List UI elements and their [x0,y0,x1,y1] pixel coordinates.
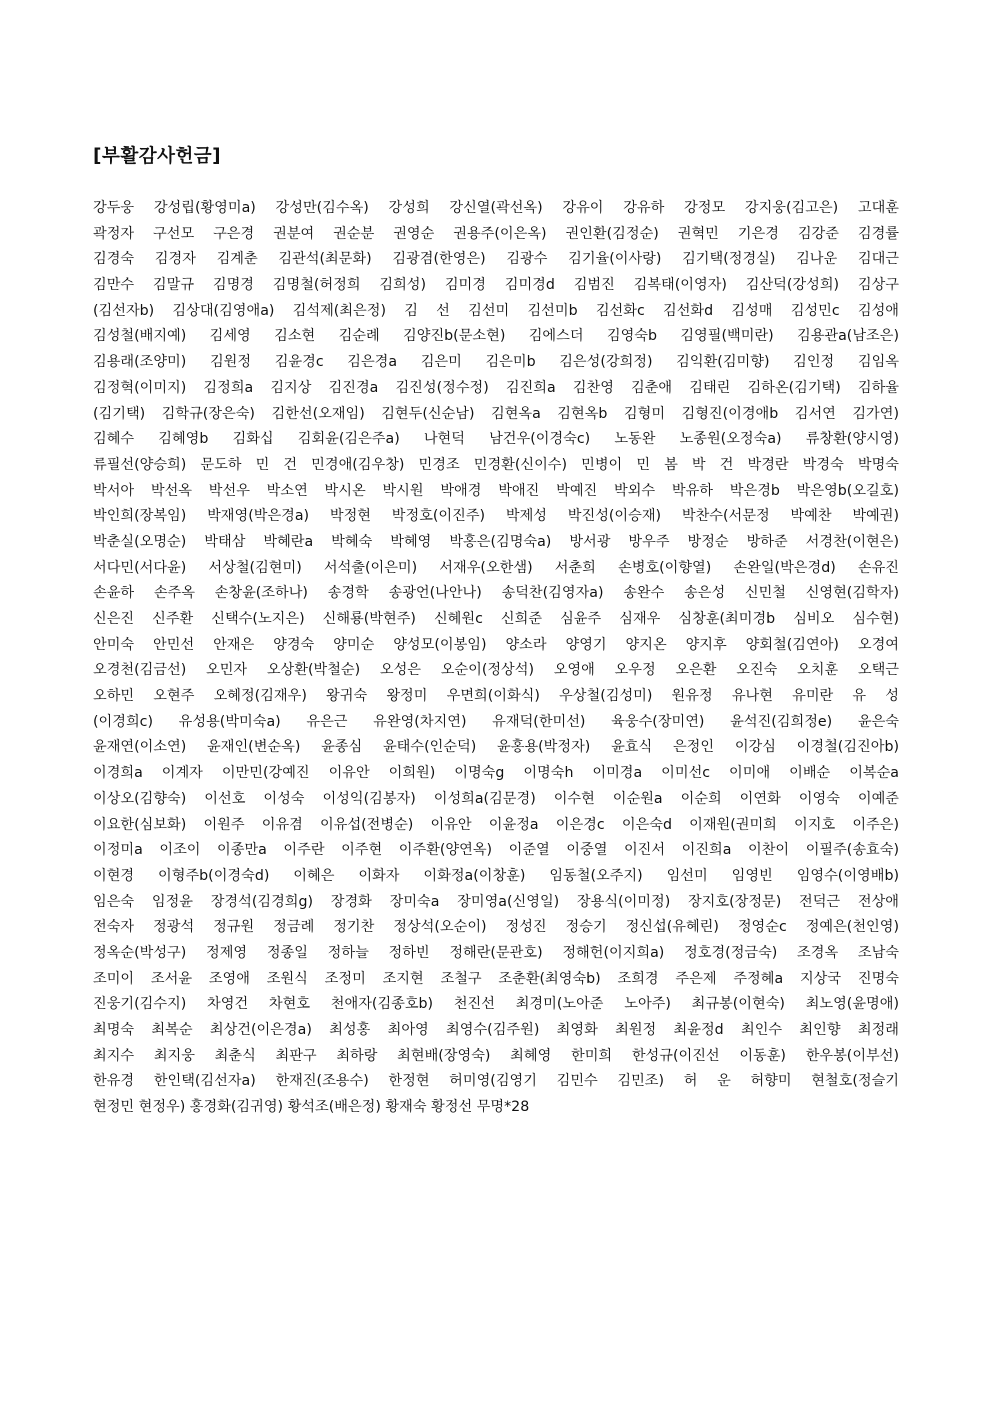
donor-line: 신은진 신주환 신택수(노지은) 신해룡(박현주) 신혜원c 신희준 심윤주 심재우 심창훈(최미경b 심비오 심수현) [93,611,899,627]
donor-line: 박인희(장복임) 박재영(박은경a) 박정현 박정호(이진주) 박제성 박진성(이승재) 박찬수(서문정 박예찬 박예권) [93,508,899,525]
donor-list [93,196,899,1121]
donor-line: 안미숙 안민선 안재은 양경숙 양미순 양성모(이봉임) 양소라 양영기 양지온 양지후 양회철(김연아) 오경여 [93,636,899,653]
donor-line: (김기택) 김학규(장은숙) 김한선(오재임) 김현두(신순남) 김현옥a 김현옥b 김형미 김형진(이경애b 김서연 김가연) [93,405,899,422]
donor-line: 곽정자 구선모 구은경 권분여 권순분 권영순 권용주(이은옥) 권인환(김정순) 권혁민 기은경 김강준 김경률 [93,225,899,242]
donor-line: 김성철(배지예) 김세영 김소현 김순례 김양진b(문소현) 김에스더 김영숙b 김영필(백미란) 김용관a(남조은) [93,328,899,345]
donor-line: (김선자b) 김상대(김영애a) 김석제(최은정) 김 선 김선미 김선미b 김선화c 김선화d 김성매 김성민c 김성애 [93,302,899,319]
donor-line: 최지수 최지웅 최춘식 최판구 최하랑 최현배(장영숙) 최혜영 한미희 한성규(이진선 이동훈) 한우봉(이부선) [93,1047,899,1064]
donor-line: 김만수 김말규 김명경 김명철(허정희 김희성) 김미경 김미경d 김범진 김복태(이영자) 김산덕(강성희) 김상구 [93,277,899,294]
document-title: [부활감사헌금] [93,146,222,167]
donor-line: 김혜수 김혜영b 김화십 김회윤(김은주a) 나현덕 남건우(이경숙c) 노동완 노종원(오정숙a) 류창환(양시영) [93,431,899,448]
donor-line: 류필선(양승희) 문도하 민 건 민경애(김우창) 민경조 민경환(신이수) 민병이 민 봄 박 건 박경란 박경숙 박명숙 [93,456,899,473]
donor-line: 손윤하 손주옥 손창윤(조하나) 송경학 송광언(나안나) 송덕찬(김영자a) 송완수 송은성 신민철 신영현(김학자) [93,585,899,602]
donor-line: 김경숙 김경자 김계춘 김관석(최문화) 김광겸(한영은) 김광수 김기율(이사랑) 김기택(정경실) 김나운 김대근 [93,251,899,268]
donor-line: 박춘실(오명순) 박태삼 박혜란a 박혜숙 박혜영 박홍은(김명숙a) 방서광 방우주 방정순 방하준 서경찬(이현은) [93,533,899,550]
donor-line: 오경천(김금선) 오민자 오상환(박철순) 오성은 오순이(정상석) 오영애 오우정 오은환 오진숙 오치훈 오택근 [93,662,899,679]
donor-line: 윤재연(이소연) 윤재인(변순옥) 윤종심 윤태수(인순덕) 윤홍용(박정자) 윤효식 은정인 이강심 이경철(김진아b) [93,739,899,756]
donor-line: 이요한(심보화) 이원주 이유겸 이유섭(전병순) 이유안 이윤정a 이은경c 이은숙d 이재원(권미희 이지호 이주은) [93,816,899,833]
donor-line: 이정미a 이조이 이종만a 이주란 이주현 이주환(양연옥) 이준열 이중열 이진서 이진희a 이찬이 이필주(송효숙) [93,842,899,859]
donor-line: 김정혁(이미지) 김정희a 김지상 김진경a 김진성(정수정) 김진희a 김찬영 김춘애 김태린 김하온(김기택) 김하율 [93,379,899,396]
donor-line: 한유경 한인택(김선자a) 한재진(조용수) 한정현 허미영(김영기 김민수 김민조) 허 운 허향미 현철호(정슬기 [93,1073,899,1090]
donor-line: 현정민 현정우) 홍경화(김귀영) 황석조(배은정) 황재숙 황정선 무명*28 [93,1099,530,1116]
donor-line: 이현경 이형주b(이경숙d) 이혜은 이화자 이화정a(이창훈) 임동철(오주지) 임선미 임영빈 임영수(이영배b) [93,867,899,884]
donor-line: 박서아 박선옥 박선우 박소연 박시온 박시원 박애경 박애진 박예진 박외수 박유하 박은경b 박은영b(오길호) [93,482,899,499]
donor-line: 최명숙 최복순 최상건(이은경a) 최성홍 최아영 최영수(김주원) 최영화 최원정 최윤정d 최인수 최인향 최정래 [93,1022,899,1038]
donor-line: 김용래(조양미) 김원정 김윤경c 김은경a 김은미 김은미b 김은성(강희정) 김익환(김미향) 김인정 김임옥 [93,354,899,371]
donor-line: 이경희a 이계자 이만민(강예진 이유안 이희원) 이명숙g 이명숙h 이미경a 이미선c 이미애 이배순 이복순a [93,765,899,782]
donor-line: 진웅기(김수지) 차영건 차현호 천애자(김종호b) 천진선 최경미(노아준 노아주) 최규봉(이현숙) 최노영(윤명애) [93,996,899,1013]
donor-line: 전숙자 정광석 정규원 정금례 정기찬 정상석(오순이) 정성진 정승기 정신섭(유혜린) 정영순c 정예은(천인영) [93,919,899,936]
donor-line: 이상오(김향숙) 이선호 이성숙 이성익(김봉자) 이성희a(김문경) 이수현 이순원a 이순희 이연화 이영숙 이예준 [93,790,899,807]
donor-line: 조미이 조서윤 조영애 조원식 조정미 조지현 조철구 조춘환(최영숙b) 조희경 주은제 주정혜a 지상국 진명숙 [93,970,899,987]
donor-line: 정옥순(박성구) 정제영 정종일 정하늘 정하빈 정해란(문관호) 정해헌(이지희a) 정호경(정금숙) 조경옥 조남숙 [93,944,899,961]
donor-line: 오하민 오현주 오혜정(김재우) 왕귀숙 왕정미 우면희(이화식) 우상철(김성미) 원유정 유나현 유미란 유 성 [93,688,899,705]
donor-line: 서다민(서다윤) 서상철(김현미) 서석출(이은미) 서재우(오한샘) 서춘희 손병호(이향열) 손완일(박은경d) 손유진 [93,559,899,576]
donor-line: 임은숙 임정윤 장경석(김경희g) 장경화 장미숙a 장미영a(신영일) 장용식(이미정) 장지호(장정문) 전덕근 전상애 [93,893,899,910]
donor-line: (이경희c) 유성용(박미숙a) 유은근 유완영(차지연) 유재덕(한미선) 육웅수(장미연) 윤석진(김희정e) 윤은숙 [93,713,899,730]
donor-line: 강두웅 강성립(황영미a) 강성만(김수옥) 강성희 강신열(곽선옥) 강유이 강유하 강정모 강지웅(김고은) 고대훈 [93,200,899,216]
